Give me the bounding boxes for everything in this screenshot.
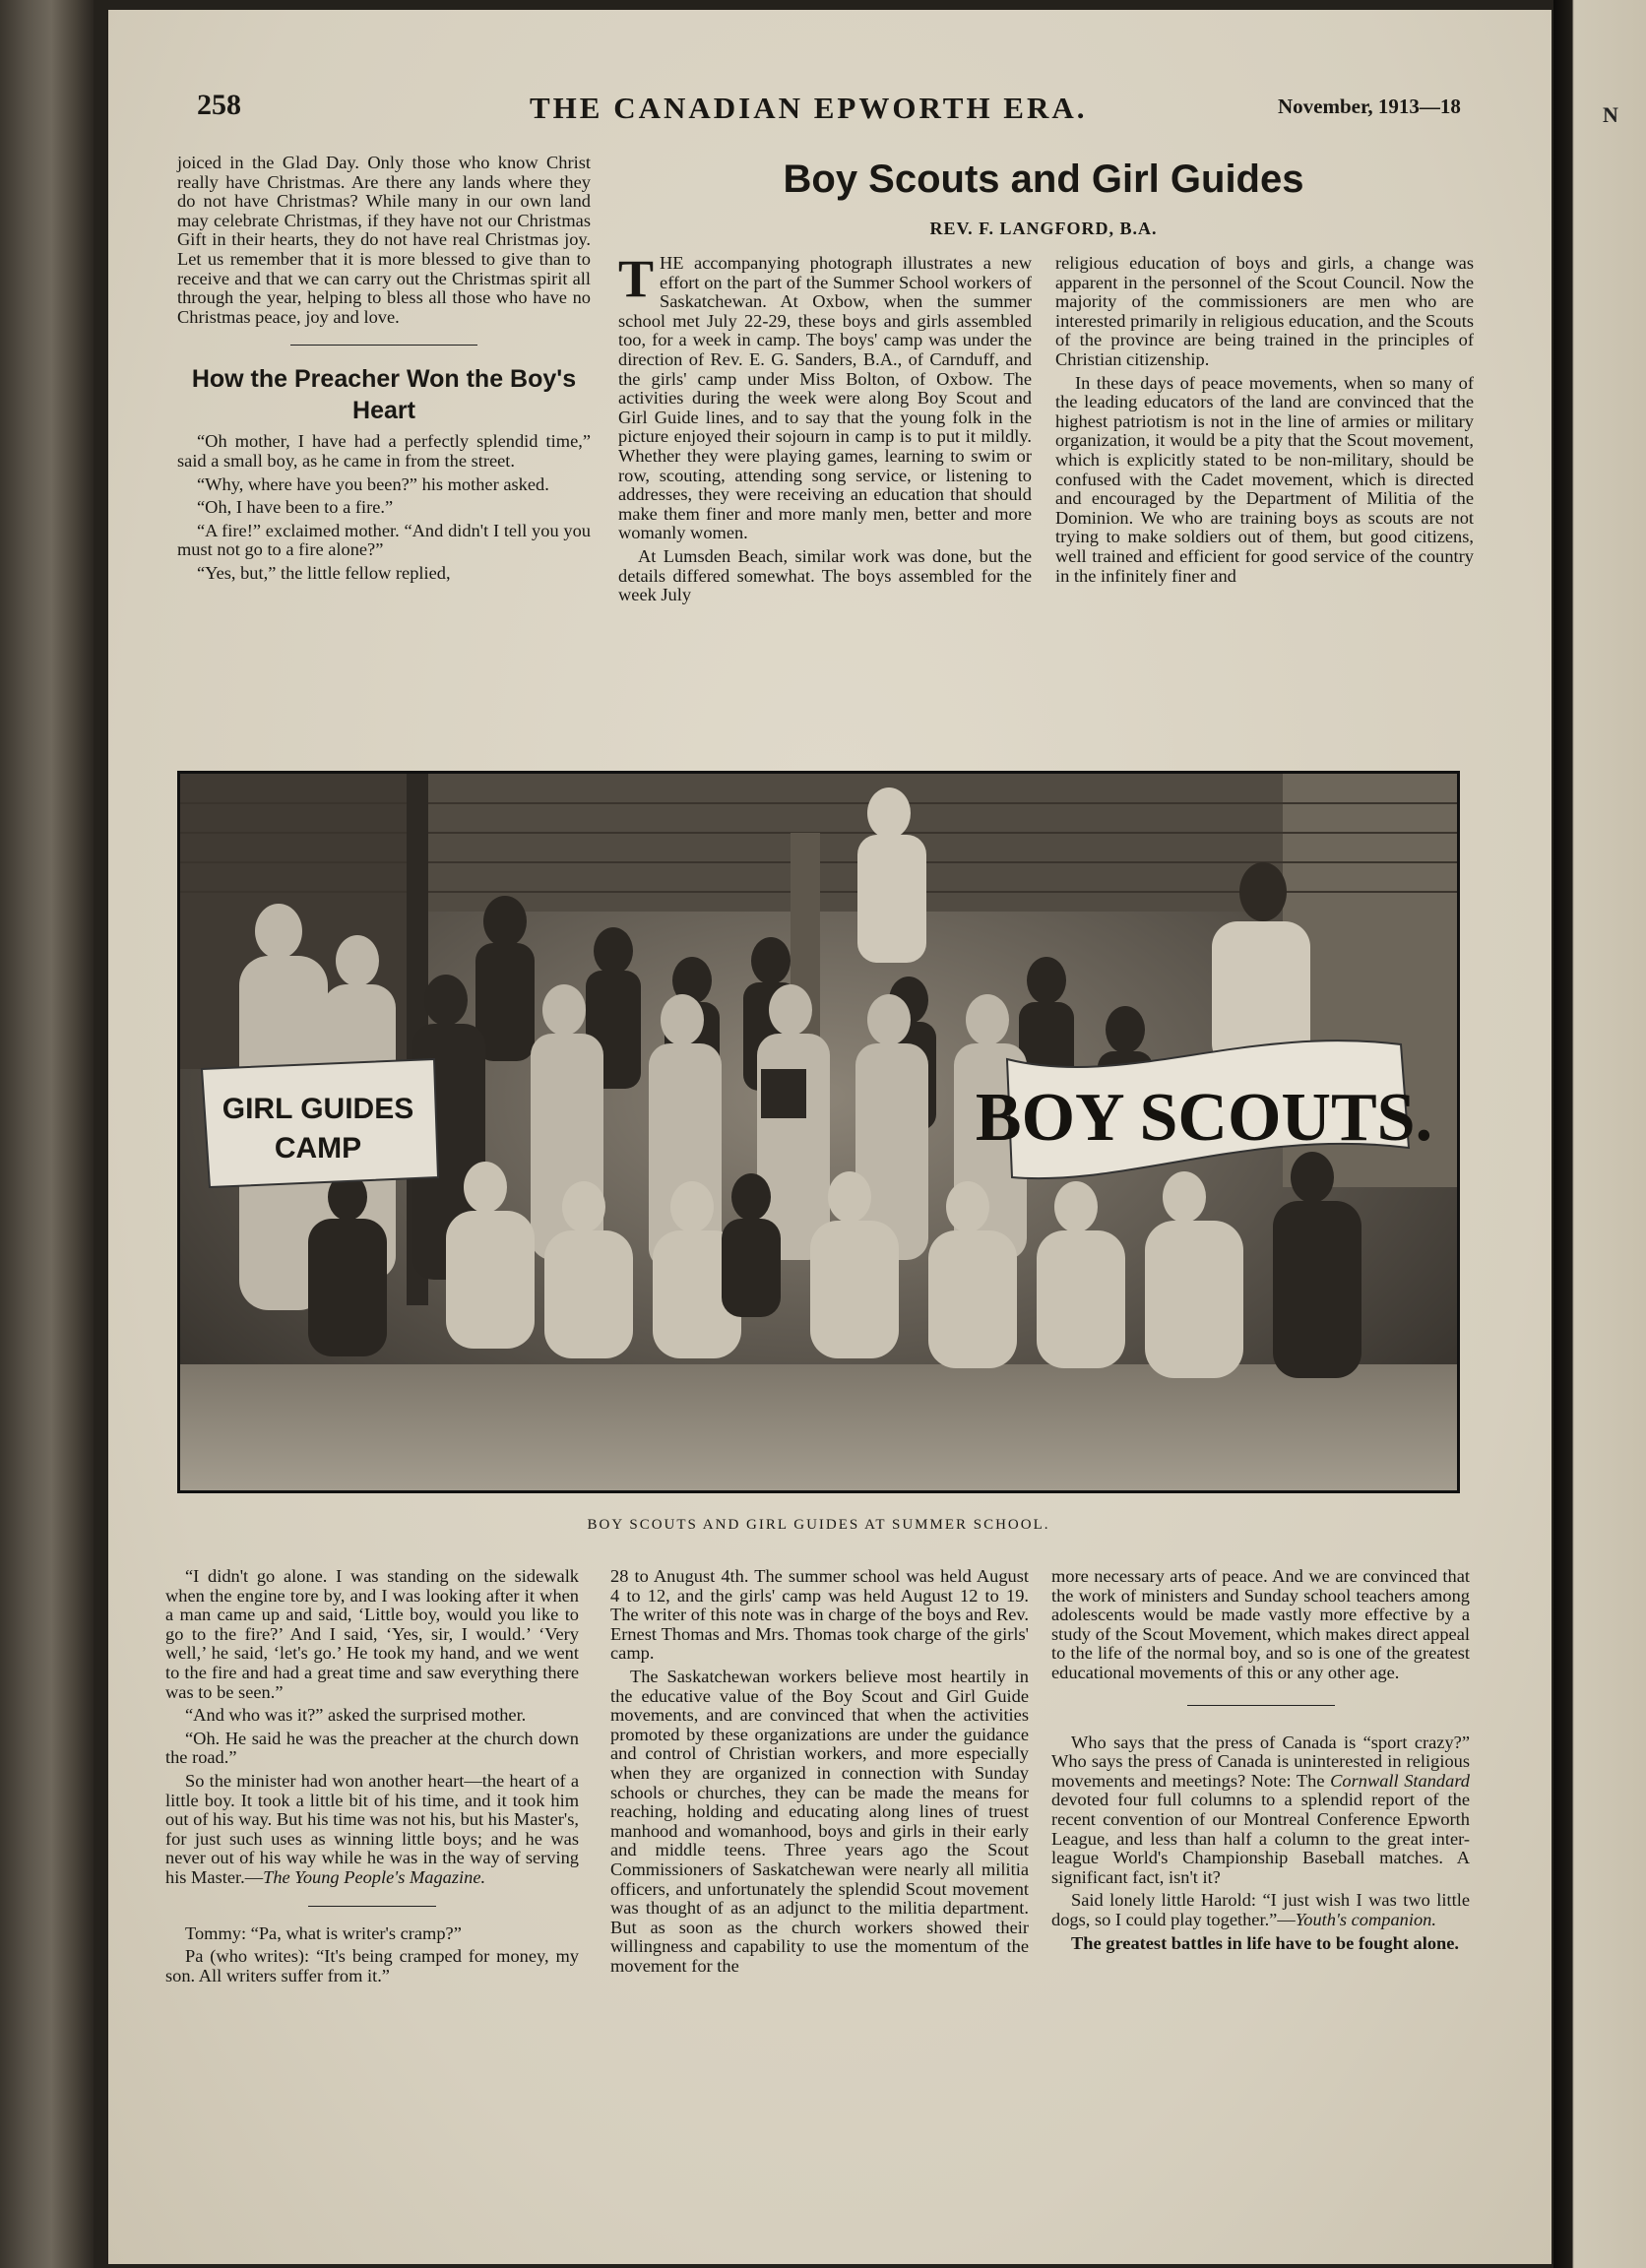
story-paragraph: “And who was it?” asked the surprised mother. xyxy=(185,1705,527,1726)
story-paragraph: “Why, where have you been?” his mother asked. xyxy=(197,473,549,494)
article-title: Boy Scouts and Girl Guides xyxy=(783,158,1304,201)
article-paragraph: 28 to Anugust 4th. The summer school was held August 4 to 12, and the girls' camp was held August 12 to 19. The writer of this note was in charge of the boys and Rev. Ernest Thomas and Mrs. Thomas took charge of the girls' camp. xyxy=(610,1566,1029,1664)
harold-source: Youth's companion. xyxy=(1295,1909,1436,1929)
article-paragraph: At Lumsden Beach, similar work was done, but the details differed somewhat. The boys assembled for the week July xyxy=(618,545,1032,605)
article-byline: REV. F. LANGFORD, B.A. xyxy=(929,219,1158,238)
story-source: The Young People's Magazine. xyxy=(263,1866,486,1887)
story-paragraph: “I didn't go alone. I was standing on the sidewalk when the engine tore by, and I was looking after it when a man came up and said, ‘Little boy, would you like to go to the fire?’ And I said, ‘Yes, sir, I would.’ ‘Very well,’ he said, ‘let's go.’ He took my hand, and we went to the fire and had a great time and saw everything there was to be seen.” xyxy=(165,1566,579,1702)
page-number: 258 xyxy=(197,89,241,121)
divider xyxy=(308,1906,436,1907)
group-photograph xyxy=(177,771,1460,1493)
article-paragraph: In these days of peace movements, when so many of the leading educators of the land are convinced that the highest patriotism is not in the line of armies or military organization, it would be a pity that the Scout movement, which is explicitly stated to be non-military, should be confused with the Cadet movement, which is directed and encouraged by the Department of Militia of the Dominion. We who are training boys as scouts are not trying to make soldiers out of them, but good citizens, well trained and efficient for good service of the country in the infinitely finer and xyxy=(1055,372,1474,586)
left-top-column xyxy=(177,154,591,588)
girl-guides-banner-line2: CAMP xyxy=(274,1132,362,1165)
joke-question: Tommy: “Pa, what is writer's cramp?” xyxy=(185,1922,462,1943)
journal-title: THE CANADIAN EPWORTH ERA. xyxy=(530,91,1088,125)
divider xyxy=(1187,1705,1335,1706)
adjacent-page-fragment: N xyxy=(1603,102,1618,127)
adjacent-page-edge xyxy=(1553,0,1646,2268)
article-paragraph: religious education of boys and girls, a change was apparent in the personnel of the Scout Council. Now the majority of the commissioners are men who are interested primarily in religious education, and the Scouts of the province are being trained in the principles of Christian citizenship. xyxy=(1055,253,1474,369)
issue-date: November, 1913—18 xyxy=(1278,94,1461,118)
story-paragraph: “A fire!” exclaimed mother. “And didn't I tell you you must not go to a fire alone?” xyxy=(177,520,591,560)
article-paragraph: more necessary arts of peace. And we are convinced that the work of ministers and Sunday school teachers among adolescents would be made vastly more effective by a study of the Scout Movement, which makes direct appeal to the life of the normal boy, and so is one of the greatest educational movements of this or any other age. xyxy=(1051,1566,1470,1682)
story-paragraph: “Oh, I have been to a fire.” xyxy=(197,497,394,518)
page-header xyxy=(197,89,1477,128)
drop-cap: T xyxy=(618,249,655,308)
closing-line: The greatest battles in life have to be fought alone. xyxy=(1071,1932,1460,1953)
girl-guides-banner-line1: GIRL GUIDES xyxy=(222,1093,414,1125)
newspaper-name: Cornwall Standard xyxy=(1330,1770,1470,1791)
bottom-left-column xyxy=(165,1567,579,1989)
story-paragraph: “Oh mother, I have had a perfectly splendid time,” said a small boy, as he came in from the street. xyxy=(177,431,591,471)
harold-paragraph: Said lonely little Harold: “I just wish I was two little dogs, so I could play together.”—Youth's companion. xyxy=(1051,1890,1470,1929)
article-column-1 xyxy=(618,249,1032,609)
press-paragraph: Who says that the press of Canada is “sport crazy?” Who says the press of Canada is uninterested in religious movements and meetings? Note: The Cornwall Standard devoted four full columns to a splendid report of the recent convention of our Montreal Conference Epworth League, and less than half a column to the great inter-league World's Championship Baseball matches. A significant fact, isn't it? xyxy=(1051,1732,1470,1887)
article-paragraph: THE accompanying photograph illustrates a new effort on the part of the Summer School workers of Saskatchewan. At Oxbow, when the summer school met July 22-29, these boys and girls assembled too, for a week in camp. The boys' camp was under the direction of Rev. E. G. Sanders, B.A., of Carnduff, and the girls' camp under Miss Bolton, of Oxbow. The activities during the week were along Boy Scout and Girl Guide lines, and to say that the young folk in the picture enjoyed their sojourn in camp is to put it mildly. Whether they were playing games, learning to swim or row, scouting, attending song service, or listening to addresses, they were receiving an education that should make them finer and more manly men, better and more womanly women. xyxy=(618,249,1032,543)
article-paragraph: The Saskatchewan workers believe most heartily in the educative value of the Boy Scout and Girl Guide movements, and are convinced that when the activities promoted by these organizations are under the guidance and control of Christian workers, and more especially when they are organized in connection with Sunday schools or churches, they can be made the means for reaching, holding and educating along lines of truest manhood and womanhood, boys and girls in their early and middle teens. Three years ago the Scout Commissioners of Saskatchewan were nearly all militia officers, and unfortunately the splendid Scout movement was thought of as an adjunct to the militia department. But as soon as the church workers showed their willingness and capability to use the momentum of the movement for the xyxy=(610,1666,1029,1976)
joke-answer: Pa (who writes): “It's being cramped for money, my son. All writers suffer from it.” xyxy=(165,1946,579,1985)
article-column-2 xyxy=(1055,254,1474,590)
divider xyxy=(290,345,477,346)
story-paragraph: So the minister had won another heart—the heart of a little boy. It took a little bit of his time, and it took him out of his way. But his time was not his, but his Master's, for just such uses as winning little boys; and he was never out of his way while he was in the way of serving his Master.—The Young People's Magazine. xyxy=(165,1770,579,1887)
boy-scouts-banner: BOY SCOUTS. xyxy=(975,1080,1433,1156)
story-paragraph: “Oh. He said he was the preacher at the church down the road.” xyxy=(165,1728,579,1768)
photo-caption: BOY SCOUTS AND GIRL GUIDES AT SUMMER SCHOOL. xyxy=(587,1517,1050,1533)
christmas-paragraph: joiced in the Glad Day. Only those who know Christ really have Christmas. Are there any lands where they do not have Christmas? While many in our own land may celebrate Christmas, if they have not our Christmas Gift in their hearts, they do not have real Christmas joy. Let us remember that it is more blessed to give than to receive and that we can carry out the Christmas spirit all through the year, helping to bless all those who have no Christmas peace, joy and love. xyxy=(177,153,591,327)
story-title: How the Preacher Won the Boy's Heart xyxy=(191,365,577,425)
bottom-right-column xyxy=(1051,1567,1470,1957)
book-binding xyxy=(0,0,94,2268)
photo-illustration xyxy=(180,774,1457,1490)
story-paragraph: “Yes, but,” the little fellow replied, xyxy=(197,562,451,583)
bottom-middle-column xyxy=(610,1567,1029,1980)
